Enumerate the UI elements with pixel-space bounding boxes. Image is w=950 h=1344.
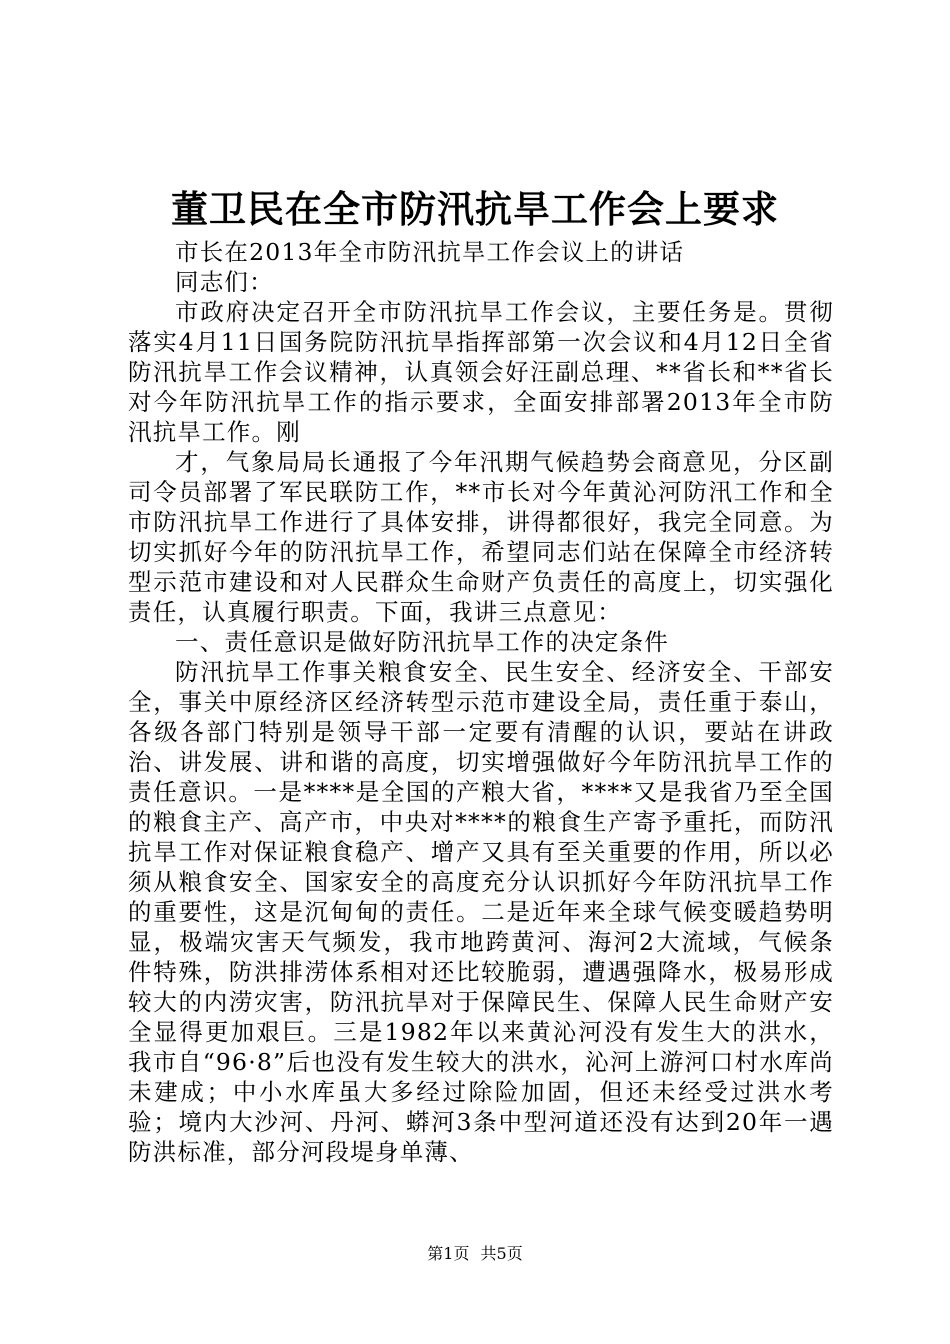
document-title: 董卫民在全市防汛抗旱工作会上要求 <box>171 187 779 231</box>
salutation: 同志们： <box>175 268 274 296</box>
section-heading: 一、责任意识是做好防汛抗旱工作的决定条件 <box>175 628 669 656</box>
body-paragraph: 防汛抗旱工作事关粮食安全、民生安全、经济安全、干部安全，事关中原经济区经济转型示范市建设全局，责任重于泰山，各级各部门特别是领导干部一定要有清醒的认识，要站在讲政治、讲发展、讲和谐的高度，切实增强做好今年防汛抗旱工作的责任意识。一是****是全国的产粮大省，****又是我省乃至全国的粮食主产、高产市，中央对****的粮食生产寄予重托，而防汛抗旱工作对保证粮食稳产、增产又具有至关重要的作用，所以必须从粮食安全、国家安全的高度充分认识抓好今年防汛抗旱工作的重要性，这是沉甸甸的责任。二是近年来全球气候变暖趋势明显，极端灾害天气频发，我市地跨黄河、海河2大流域，气候条件特殊，防洪排涝体系相对还比较脆弱，遭遇强降水，极易形成较大的内涝灾害，防汛抗旱对于保障民生、保障人民生命财产安全显得更加艰巨。三是1982年以来黄沁河没有发生大的洪水，我市自“96·8”后也没有发生较大的洪水，沁河上游河口村水库尚未建成；中小水库虽大多经过除险加固，但还未经受过洪水考验；境内大沙河、丹河、蟒河3条中型河道还没有达到20年一遇防洪标准，部分河段堤身单薄、 <box>128 658 834 1166</box>
page-number: 第1页 <box>427 1244 470 1263</box>
page-footer <box>0 1243 950 1265</box>
page-total: 共5页 <box>480 1244 523 1263</box>
body-paragraph: 市政府决定召开全市防汛抗旱工作会议，主要任务是。贯彻落实4月11日国务院防汛抗旱指挥部第一次会议和4月12日全省防汛抗旱工作会议精神，认真领会好汪副总理、**省长和**省长对今年防汛抗旱工作的指示要求，全面安排部署2013年全市防汛抗旱工作。刚 <box>128 298 834 446</box>
speech-subtitle: 市长在2013年全市防汛抗旱工作会议上的讲话 <box>175 238 685 266</box>
document-body <box>128 237 834 1167</box>
body-paragraph: 才，气象局局长通报了今年汛期气候趋势会商意见，分区副司令员部署了军民联防工作，**市长对今年黄沁河防汛工作和全市防汛抗旱工作进行了具体安排，讲得都很好，我完全同意。为切实抓好今年的防汛抗旱工作，希望同志们站在保障全市经济转型示范市建设和对人民群众生命财产负责任的高度上，切实强化责任，认真履行职责。下面，我讲三点意见： <box>128 448 834 626</box>
